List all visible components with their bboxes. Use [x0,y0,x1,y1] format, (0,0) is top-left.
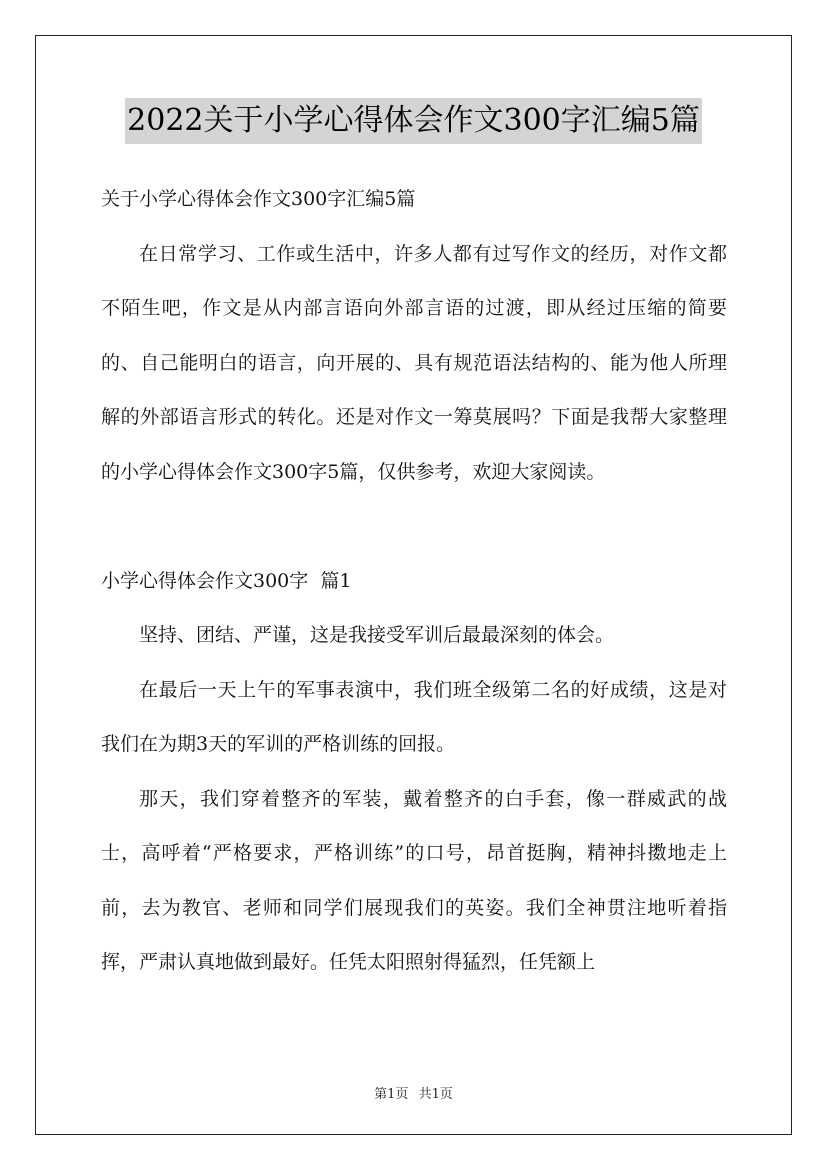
section-heading: 小学心得体会作文300字 篇1 [101,569,352,592]
document-subtitle: 关于小学心得体会作文300字汇编5篇 [101,188,416,210]
page-total: 共1页 [418,1087,453,1102]
page-number: 第1页 [374,1087,409,1102]
intro-paragraph: 在日常学习、工作或生活中，许多人都有过写作文的经历，对作文都不陌生吧，作文是从内部言语向外部言语的过渡，即从经过压缩的简要的、自己能明白的语言，向开展的、具有规范语法结构的、能为他人所理解的外部语言形式的转化。还是对作文一筹莫展吗？下面是我帮大家整理的小学心得体会作文300字5篇，仅供参考，欢迎大家阅读。 [101,242,727,483]
blank-line [101,499,727,554]
body-paragraph-2: 在最后一天上午的军事表演中，我们班全级第二名的好成绩，这是对我们在为期3天的军训的严格训练的回报。 [101,678,727,755]
page-footer [0,1083,827,1102]
body-paragraph-3: 那天，我们穿着整齐的军装，戴着整齐的白手套，像一群威武的战士，高呼着“严格要求，严格训练”的口号，昂首挺胸，精神抖擞地走上前，去为教官、老师和同学们展现我们的英姿。我们全神贯注地听着指挥，严肃认真地做到最好。任凭太阳照射得猛烈，任凭额上 [101,787,727,973]
body-paragraph-1: 坚持、团结、严谨，这是我接受军训后最最深刻的体会。 [139,624,615,646]
title-container [0,98,827,144]
document-body [101,172,727,990]
document-title: 2022关于小学心得体会作文300字汇编5篇 [125,98,702,144]
